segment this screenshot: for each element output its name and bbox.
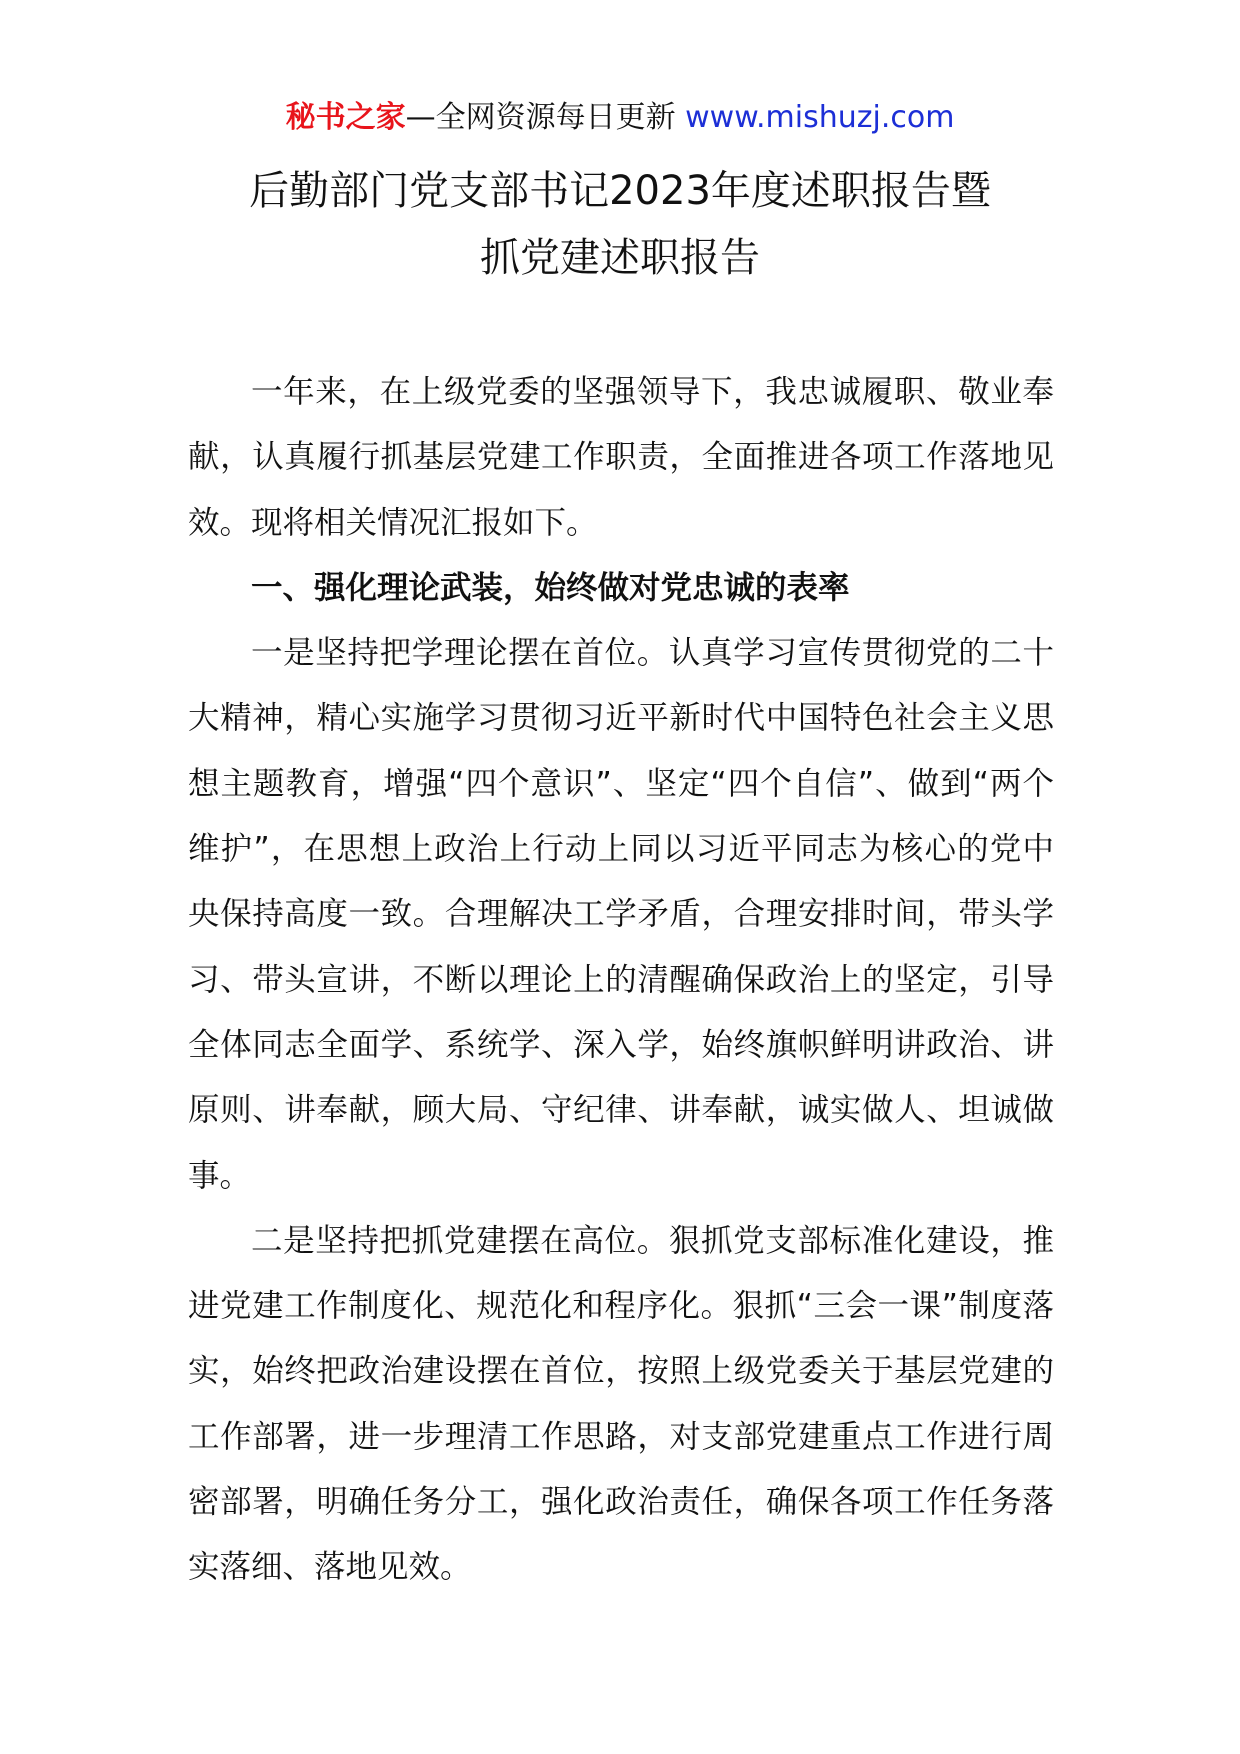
document-title-line-2: 抓党建述职报告 [480, 235, 760, 281]
site-url-link[interactable]: www.mishuzj.com [685, 100, 955, 135]
body-paragraph: 一是坚持把学理论摆在首位。认真学习宣传贯彻党的二十大精神，精心实施学习贯彻习近平新时代中国特色社会主义思想主题教育，增强“四个意识”、坚定“四个自信”、做到“两个维护”，在思想上政治上行动上同以习近平同志为核心的党中央保持高度一致。合理解决工学矛盾，合理安排时间，带头学习、带头宣讲，不断以理论上的清醒确保政治上的坚定，引导全体同志全面学、系统学、深入学，始终旗帜鲜明讲政治、讲原则、讲奉献，顾大局、守纪律、讲奉献，诚实做人、坦诚做事。 [188, 635, 1054, 1194]
intro-paragraph: 一年来，在上级党委的坚强领导下，我忠诚履职、敬业奉献，认真履行抓基层党建工作职责，全面推进各项工作落地见效。现将相关情况汇报如下。 [188, 374, 1054, 541]
document-title-line-1: 后勤部门党支部书记2023年度述职报告暨 [249, 168, 991, 214]
site-tagline: —全网资源每日更新 [405, 100, 676, 135]
site-brand: 秘书之家 [285, 100, 406, 135]
document-body [188, 360, 1054, 1601]
site-header [0, 98, 1240, 138]
body-paragraph: 二是坚持把抓党建摆在高位。狠抓党支部标准化建设，推进党建工作制度化、规范化和程序化。狠抓“三会一课”制度落实，始终把政治建设摆在首位，按照上级党委关于基层党建的工作部署，进一步理清工作思路，对支部党建重点工作进行周密部署，明确任务分工，强化政治责任，确保各项工作任务落实落细、落地见效。 [188, 1222, 1054, 1586]
section-heading: 一、强化理论武装，始终做对党忠诚的表率 [251, 569, 850, 606]
